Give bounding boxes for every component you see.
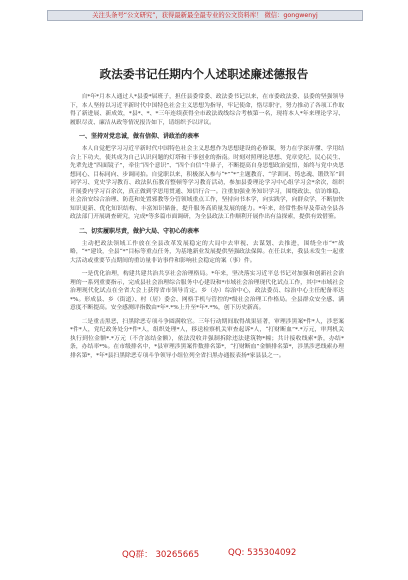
section-heading-2: 二、切实履职尽责，做护大局、守初心的表率 xyxy=(79,227,200,235)
section-heading-1: 一、坚持对党忠诚，做有信仰、讲政治的表率 xyxy=(79,133,200,140)
section-2-paragraph-3: 二是重击黑恶，扫黑除恶专项斗争圆满收官。三年行动期间取得战果显著，审理涉黑案*件*人，涉恶案*件*人，党纪政务处分*件*人，组织处理*人，移送检察机关审查起诉*人，“打财断血”*.*万元，审判机关执行到位金额*.*万元（不含冻结金额），依法没收并强制拆除违法建筑物*幢；共计接收线索*条，办结*条，办结率*%。在市级排名中，*县审理涉黑案件数排名第*，“打财断血”金额排名第*，涉黑涉恶线索办理排名第*，*年*县扫黑除恶专项斗争领导小组位列全省扫黑办通报表扬*家县县之一。 xyxy=(70,318,344,359)
document-title: 政法委书记任期内个人述职述廉述德报告 xyxy=(99,67,309,81)
section-1-paragraph-1: 本人自觉把学习习近平新时代中国特色社会主义思想作为思想建设的必修课，努力在学深弄懂、学用结合上下功夫，使其成为自己认识问题的灯塔和干事创业的指南。时刻对照理论思想、党章党纪、民心民生、先辈先进“四面镜子”，牵住“四个意识”、“四个自信”牛鼻子，不断提高自身思想政治觉悟，始终与党中央思想同心、目标同向、步调同拍。自觉职以来，积极深入参与“*”“*”主题教育、“学训词、铸忠魂、锻铁军”训词学习、党史学习教育、政法队伍教育整顿等学习教育活动，参加县委理论学习中心组学习会*余次，组织开展委内学习百余次，真正做到学思用贯通、知信行合一。注重加强业务知识学习，围绕政法、信访维稳、社会治安综合治理、防范和处置邪教等分管领域重点工作，坚持向书本学，向实践学，向群众学，不断加快知识更新、优化知识结构、丰富知识储备，提升服务高质量发展的能力。*年来，经常性指导及带动全县各政法部门开展调查研究，完成*等多篇市面调研，为全县政法工作顺利开展作出有益探索，提供有效借鉴。 xyxy=(70,146,344,220)
footer-qq-number: QQ: 535304092 xyxy=(228,548,297,558)
section-2-paragraph-2: 一是优化治理，构建共建共治共享社会治理格局。*年来，坚决落实习近平总书记对加强和创新社会治理的一系列重要指示，完成县社会治理综合服务中心建设和*市域社会治理现代化试点工作，其中*市域社会治理现代化试点在全省大会上获得省市领导肯定。乡（办）综治中心，政法委员、综治中心主任配备率达*%。形成县、乡（街道）、村（居）委会、网格手机与管控的*级社会治理工作格局。全县群众安全感、满意度不断提高。安全感测评指数由*年*.*%上升至*年*.*%，创下历史新高。 xyxy=(70,271,344,311)
document-body xyxy=(70,93,344,365)
footer-contact xyxy=(0,548,408,564)
section-2-paragraph-1: 主动把政法领域工作放在全县改革发展稳定的大局中去审视、去谋划、去推进，围绕全市“*”战略，“*”建设，全县“*”目标等重点任务，为基地新业发展提供坚强政法保障。在任以来，我县未发生一起重大活动或重要节点期间的重访量非访事件和影响社会稳定的案（事）件。 xyxy=(70,240,344,264)
footer-qq-group: QQ群： 30265665 xyxy=(122,550,200,560)
intro-paragraph: 自*年*月本人通过人*县委*届班子，担任县委常委、政法委书记以来，在市委政法委、县委的坚强领导下，本人坚持以习近平新时代中国特色社会主义思想为指导，牢记使命，恪尽职守，努力推动了各项工作取得了新进展、新成效，*县*、*、*三年连续获得全市政法战线综合考核第一名，现将本人*年来理论学习、履职尽责、廉洁从政等情况报告如下，请组织予以评议。 xyxy=(70,94,344,126)
top-banner xyxy=(47,10,363,21)
banner-text: 关注头条号“公文研究”，获得最新最全最专业的公文资料库！ 微信：gongwenyj xyxy=(92,12,318,19)
